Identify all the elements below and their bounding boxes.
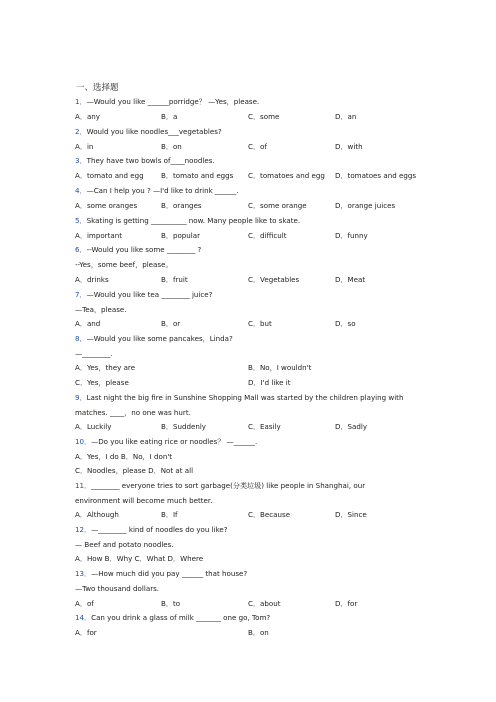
question-number: 4．	[75, 186, 87, 195]
option-a: A．of	[75, 599, 94, 608]
option-a: A．tomato and egg	[75, 171, 144, 180]
option-b: B．Suddenly	[161, 422, 206, 431]
question-9: 9．Last night the big fire in Sunshine Shopping Mall was started by the children playing with	[75, 393, 404, 402]
question-number: 2．	[75, 127, 87, 136]
question-number: 10．	[75, 437, 92, 446]
option-d: D．an	[335, 112, 357, 121]
question-10-options-row-2: C．Noodles，please D．Not at all	[75, 466, 194, 475]
question-number: 7．	[75, 290, 87, 299]
question-4: 4．—Can I help you ? —I'd like to drink ______.	[75, 186, 239, 195]
option-c: C．some	[248, 112, 280, 121]
option-c: C．Yes，please	[75, 378, 129, 387]
question-number: 5．	[75, 216, 87, 225]
question-number: 14．	[75, 613, 92, 622]
option-b: B．on	[161, 142, 182, 151]
question-7: 7．—Would you like tea ________ juice?	[75, 290, 213, 299]
question-3: 3．They have two bowls of____noodles.	[75, 156, 215, 165]
question-6-response: --Yes，some beef，please。	[75, 260, 173, 269]
question-number: 8．	[75, 334, 87, 343]
option-d: D．with	[335, 142, 363, 151]
option-a: A．some oranges	[75, 201, 138, 210]
question-number: 6．	[75, 245, 87, 254]
option-c: C．about	[248, 599, 281, 608]
option-b: B．or	[161, 319, 181, 328]
option-d: D．so	[335, 319, 356, 328]
question-number: 9．	[75, 393, 87, 402]
question-11-continuation: environment will become much better.	[75, 496, 213, 505]
option-c: C．difficult	[248, 231, 287, 240]
option-c: C．Easily	[248, 422, 281, 431]
option-d: D．funny	[335, 231, 368, 240]
option-a: A．any	[75, 112, 100, 121]
option-a: A．for	[75, 628, 97, 637]
question-8-response: —________.	[75, 349, 113, 358]
question-13: 13．—How much did you pay ______ that house?	[75, 569, 248, 578]
option-c: C．Vegetables	[248, 275, 300, 284]
question-14: 14．Can you drink a glass of milk _______ one go, Tom?	[75, 613, 271, 622]
option-a: A．in	[75, 142, 94, 151]
option-b: B．on	[248, 628, 269, 637]
option-a: A．Although	[75, 510, 119, 519]
option-b: B．to	[161, 599, 181, 608]
question-10: 10．—Do you like eating rice or noodles？ —______.	[75, 437, 258, 446]
option-d: D．orange juices	[335, 201, 396, 210]
question-2: 2．Would you like noodles___vegetables?	[75, 127, 222, 136]
question-10-options-row-1: A．Yes，I do B．No，I don't	[75, 452, 173, 461]
question-8: 8．—Would you like some pancakes，Linda?	[75, 334, 233, 343]
option-d: D．Sadly	[335, 422, 368, 431]
option-d: D．Since	[335, 510, 367, 519]
option-a: A．Luckily	[75, 422, 112, 431]
option-b: B．If	[161, 510, 178, 519]
question-12-response: — Beef and potato noodles.	[75, 540, 174, 549]
option-a: A．and	[75, 319, 101, 328]
option-a: A．drinks	[75, 275, 109, 284]
option-c: C．but	[248, 319, 272, 328]
question-13-response: —Two thousand dollars.	[75, 584, 160, 593]
question-number: 13．	[75, 569, 92, 578]
question-1: 1．—Would you like ______porridge？ —Yes，please.	[75, 97, 260, 106]
question-7-response: —Tea，please.	[75, 305, 127, 314]
option-c: C．Because	[248, 510, 291, 519]
question-9-continuation: matches. ____，no one was hurt.	[75, 408, 191, 417]
question-number: 11．	[75, 481, 92, 490]
option-b: B．fruit	[161, 275, 188, 284]
option-d: D．tomatoes and eggs	[335, 171, 417, 180]
question-5: 5．Skating is getting __________ now. Many people like to skate.	[75, 216, 301, 225]
question-6: 6．--Would you like some ________ ?	[75, 245, 202, 254]
option-c: C．tomatoes and egg	[248, 171, 325, 180]
option-d: D．for	[335, 599, 358, 608]
question-number: 3．	[75, 156, 87, 165]
option-a: A．Yes，they are	[75, 363, 136, 372]
option-a: A．important	[75, 231, 122, 240]
question-number: 1．	[75, 97, 87, 106]
question-11: 11．________ everyone tries to sort garbage(分类垃圾) like people in Shanghai, our	[75, 481, 366, 490]
option-b: B．tomato and eggs	[161, 171, 234, 180]
option-b: B．a	[161, 112, 178, 121]
option-c: C．some orange	[248, 201, 307, 210]
option-b: B．No，I wouldn't	[248, 363, 312, 372]
option-d: D．I'd like it	[248, 378, 291, 387]
question-number: 12．	[75, 525, 92, 534]
section-heading: 一、选择题	[76, 83, 119, 93]
option-c: C．of	[248, 142, 267, 151]
question-12: 12．—________ kind of noodles do you like?	[75, 525, 228, 534]
option-b: B．popular	[161, 231, 201, 240]
option-b: B．oranges	[161, 201, 202, 210]
question-12-options: A．How B．Why C．What D．Where	[75, 554, 204, 563]
option-d: D．Meat	[335, 275, 366, 284]
